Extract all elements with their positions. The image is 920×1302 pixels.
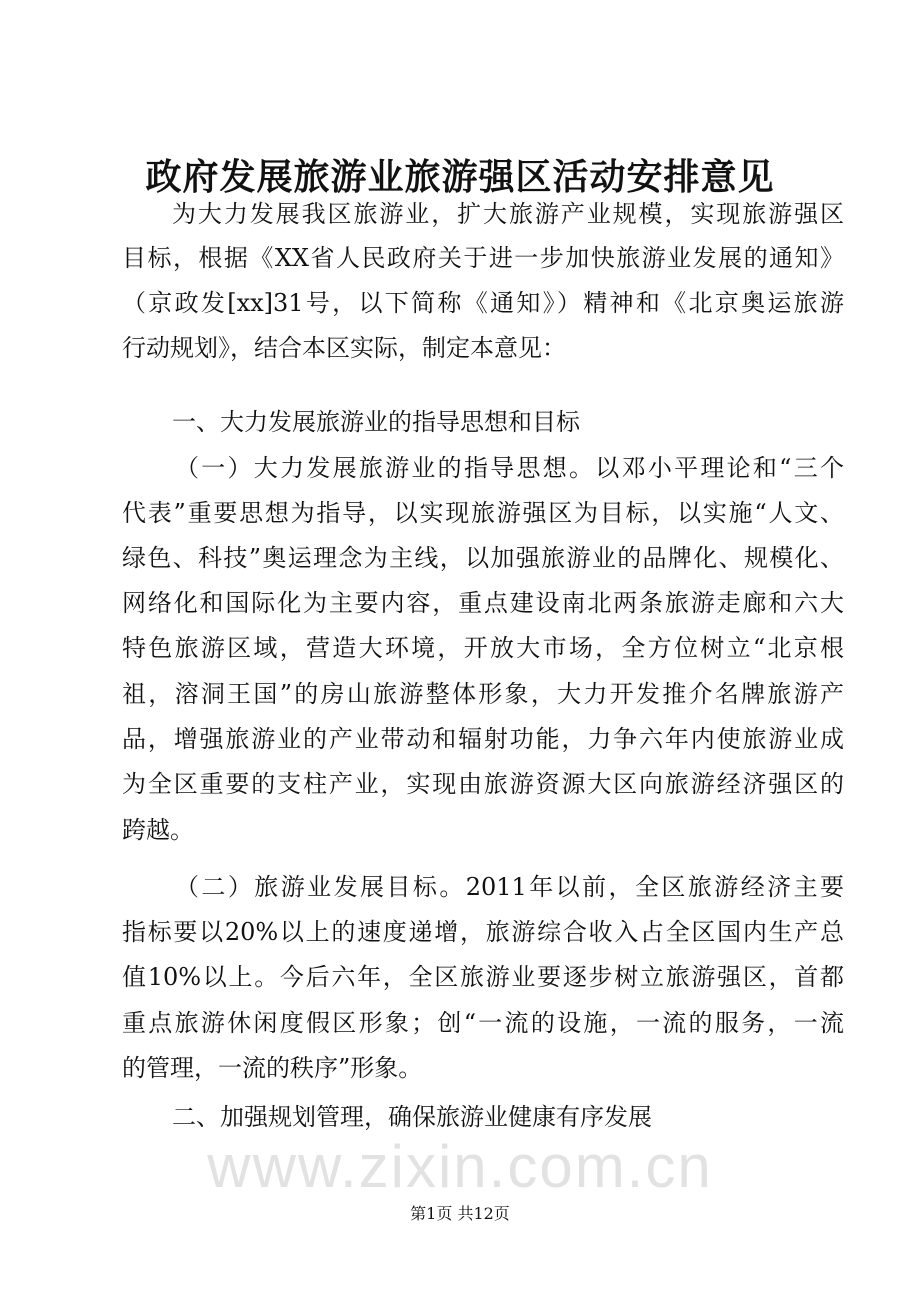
paragraph-line: 绿色、科技”奥运理念为主线，以加强旅游业的品牌化、规模化、 [122,544,844,572]
paragraph-line: 祖，溶洞王国”的房山旅游整体形象，大力开发推介名牌旅游产 [122,680,844,708]
intro-line: （京政发[xx]31号，以下简称《通知》）精神和《北京奥运旅游 [122,289,844,317]
intro-line: 为大力发展我区旅游业，扩大旅游产业规模，实现旅游强区 [172,200,844,228]
paragraph-line: 指标要以20%以上的速度递增，旅游综合收入占全区国内生产总 [122,918,844,946]
paragraph-line: 跨越。 [122,816,194,844]
section-heading-1: 一、大力发展旅游业的指导思想和目标 [172,408,580,436]
paragraph-line: 重点旅游休闲度假区形象；创“一流的设施，一流的服务，一流 [122,1009,844,1037]
paragraph-line: （二）旅游业发展目标。2011年以前，全区旅游经济主要 [175,873,844,901]
watermark: www.zixin.com.cn [207,1133,713,1200]
paragraph-line: 特色旅游区域，营造大环境，开放大市场，全方位树立“北京根 [122,634,844,662]
paragraph-line: 值10%以上。今后六年，全区旅游业要逐步树立旅游强区，首都 [122,963,844,991]
intro-line: 目标，根据《XX省人民政府关于进一步加快旅游业发展的通知》 [122,244,844,272]
paragraph-line: （一）大力发展旅游业的指导思想。以邓小平理论和“三个 [175,454,844,482]
paragraph-line: 网络化和国际化为主要内容，重点建设南北两条旅游走廊和六大 [122,589,844,617]
section-heading-2: 二、加强规划管理，确保旅游业健康有序发展 [172,1103,652,1131]
document-title: 政府发展旅游业旅游强区活动安排意见 [145,157,775,198]
paragraph-line: 品，增强旅游业的产业带动和辐射功能，力争六年内使旅游业成 [122,725,844,753]
paragraph-line: 为全区重要的支柱产业，实现由旅游资源大区向旅游经济强区的 [122,770,844,798]
paragraph-line: 的管理，一流的秩序”形象。 [122,1054,423,1082]
intro-line: 行动规划》，结合本区实际，制定本意见： [122,334,566,362]
page-footer: 第1页 共12页 [410,1204,510,1223]
paragraph-line: 代表”重要思想为指导，以实现旅游强区为目标，以实施“人文、 [122,499,844,527]
